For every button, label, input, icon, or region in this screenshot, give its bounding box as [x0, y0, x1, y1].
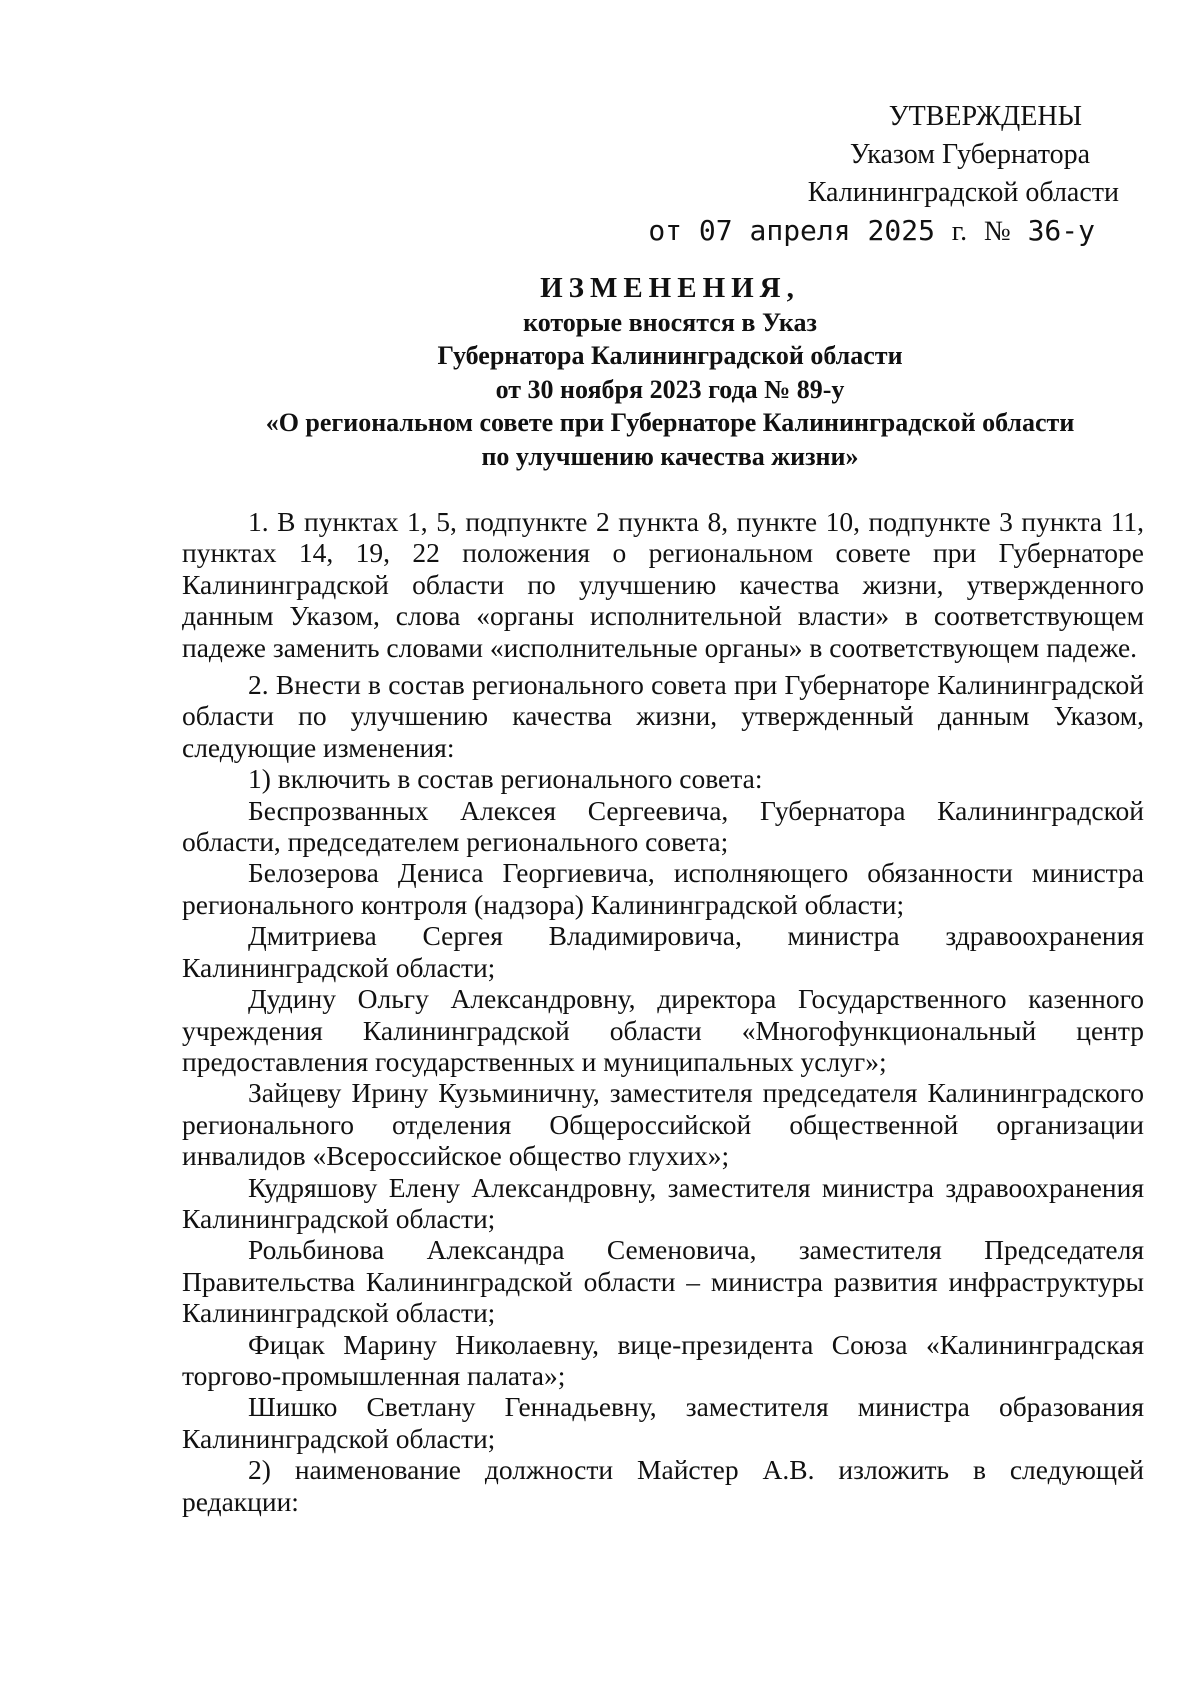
approval-date-number: [648, 214, 1095, 249]
approval-region: Калининградской области: [807, 177, 1119, 208]
paragraph-1: 1. В пунктах 1, 5, подпункте 2 пункта 8, пункте 10, подпункте 3 пункта 11, пунктах 14, 19, 22 положения о региональном совете при Губернаторе Калининградской области по улучшению качества жизни, утвержденного данным Указом, слова «органы исполнительной власти» в соответствующем падеже заменить словами «исполнительные органы» в соответствующем падеже.: [182, 506, 1144, 663]
member-kudryashova: Кудряшову Елену Александровну, заместителя министра здравоохранения Калининградской области;: [182, 1171, 1144, 1234]
document-body: [182, 506, 1144, 1517]
title-line-1: которые вносятся в Указ: [523, 307, 817, 337]
member-bespozvannykh: Беспрозванных Алексея Сергеевича, Губернатора Калининградской области, председателем регионального совета;: [182, 794, 1144, 858]
paragraph-2: 2. Внести в состав регионального совета при Губернаторе Калининградской области по улучшению качества жизни, утвержденный данным Указом, следующие изменения:: [182, 669, 1144, 763]
date-prefix: от: [648, 214, 683, 247]
title-heading: ИЗМЕНЕНИЯ,: [540, 272, 800, 304]
paragraph-position-change: 2) наименование должности Майстер А.В. изложить в следующей редакции:: [182, 1454, 1144, 1517]
decree-number: 36-у: [1027, 214, 1095, 247]
paragraph-3: 1) включить в состав регионального совета:: [248, 763, 763, 795]
year-suffix: г.: [951, 216, 968, 247]
title-line-3: от 30 ноября 2023 года № 89-у: [495, 374, 845, 404]
member-shishko: Шишко Светлану Геннадьевну, заместителя министра образования Калининградской области;: [182, 1391, 1144, 1454]
date-year: 2025: [867, 214, 935, 247]
member-zaitseva: Зайцеву Ирину Кузьминичну, заместителя председателя Калининградского регионального отделения Общероссийской общественной организации инвалидов «Всероссийское общество глухих»;: [182, 1077, 1144, 1172]
document-title: [180, 272, 1160, 473]
date-month: апреля: [749, 214, 851, 247]
number-sign: №: [983, 216, 1011, 247]
approval-authority: Указом Губернатора: [849, 139, 1090, 170]
member-rolbinov: Рольбинова Александра Семеновича, заместителя Председателя Правительства Калининградской области – министра развития инфраструктуры Калининградской области;: [182, 1234, 1144, 1329]
member-belozerov: Белозерова Дениса Георгиевича, исполняющего обязанности министра регионального контроля (надзора) Калининградской области;: [182, 857, 1144, 920]
title-line-4: «О региональном совете при Губернаторе Калининградской области: [265, 408, 1075, 437]
date-day: 07: [698, 214, 733, 247]
title-line-2: Губернатора Калининградской области: [437, 341, 903, 370]
title-line-5: по улучшению качества жизни»: [481, 441, 859, 471]
approval-title: УТВЕРЖДЕНЫ: [888, 101, 1082, 132]
member-dmitriev: Дмитриева Сергея Владимировича, министра здравоохранения Калининградской области;: [182, 920, 1144, 983]
member-fitsak: Фицак Марину Николаевну, вице-президента Союза «Калининградская торгово-промышленная палата»;: [182, 1328, 1144, 1391]
member-dudina: Дудину Ольгу Александровну, директора Государственного казенного учреждения Калининградской области «Многофункциональный центр предоставления государственных и муниципальных услуг»;: [182, 983, 1144, 1077]
